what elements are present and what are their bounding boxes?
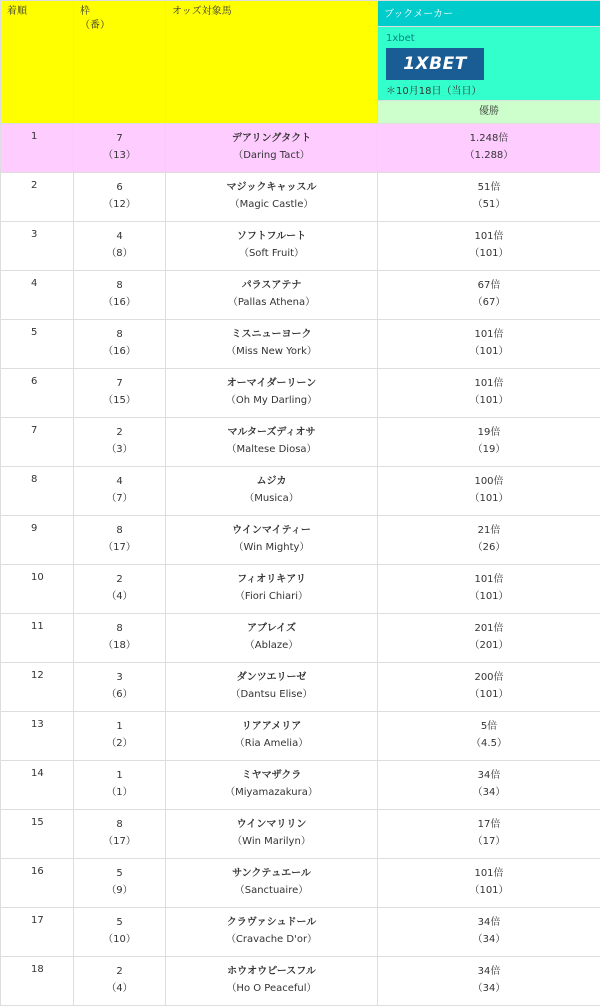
table-row bbox=[1, 124, 600, 173]
waku-header bbox=[74, 1, 166, 124]
horse-name-en: （Soft Fruit） bbox=[166, 245, 377, 262]
odds-cell bbox=[378, 369, 600, 418]
odds-sub-value: （101） bbox=[378, 343, 600, 360]
table-row bbox=[1, 810, 600, 859]
waku-cell bbox=[74, 516, 166, 565]
waku-cell bbox=[74, 418, 166, 467]
bookmaker-name: 1xbet bbox=[386, 33, 592, 45]
header-row bbox=[1, 1, 600, 27]
horse-cell bbox=[166, 124, 378, 173]
rank-value: 4 bbox=[31, 278, 37, 289]
ban-value: （4） bbox=[74, 980, 165, 997]
rank-value: 12 bbox=[31, 670, 44, 681]
odds-cell bbox=[378, 761, 600, 810]
horse-cell bbox=[166, 516, 378, 565]
horse-name-jp: アブレイズ bbox=[166, 620, 377, 637]
waku-value: 7 bbox=[74, 130, 165, 147]
horse-name-en: （Win Mighty） bbox=[166, 539, 377, 556]
rank-value: 10 bbox=[31, 572, 44, 583]
odds-value: 34倍 bbox=[378, 914, 600, 931]
odds-cell bbox=[378, 418, 600, 467]
rank-value: 11 bbox=[31, 621, 44, 632]
table-row bbox=[1, 614, 600, 663]
horse-cell bbox=[166, 565, 378, 614]
rank-value: 1 bbox=[31, 131, 37, 142]
odds-sub-value: （201） bbox=[378, 637, 600, 654]
waku-cell bbox=[74, 761, 166, 810]
table-row bbox=[1, 320, 600, 369]
waku-cell bbox=[74, 124, 166, 173]
odds-value: 5倍 bbox=[378, 718, 600, 735]
odds-value: 34倍 bbox=[378, 963, 600, 980]
waku-cell bbox=[74, 271, 166, 320]
odds-value: 101倍 bbox=[378, 375, 600, 392]
horse-name-en: （Magic Castle） bbox=[166, 196, 377, 213]
waku-value: 8 bbox=[74, 816, 165, 833]
logo-text: 1XBET bbox=[403, 54, 467, 74]
table-row bbox=[1, 712, 600, 761]
horse-name-jp: パラスアテナ bbox=[166, 277, 377, 294]
odds-cell bbox=[378, 908, 600, 957]
odds-cell bbox=[378, 516, 600, 565]
rank-value: 8 bbox=[31, 474, 37, 485]
rank-cell bbox=[1, 712, 74, 761]
odds-cell bbox=[378, 467, 600, 516]
odds-sub-value: （1.288） bbox=[378, 147, 600, 164]
rank-cell bbox=[1, 761, 74, 810]
table-row bbox=[1, 663, 600, 712]
odds-cell bbox=[378, 320, 600, 369]
odds-cell bbox=[378, 663, 600, 712]
odds-sub-value: （19） bbox=[378, 441, 600, 458]
ban-value: （4） bbox=[74, 588, 165, 605]
ban-value: （13） bbox=[74, 147, 165, 164]
table-row bbox=[1, 271, 600, 320]
odds-cell bbox=[378, 712, 600, 761]
odds-date: ＊10月18日（当日） bbox=[386, 82, 592, 97]
waku-value: 8 bbox=[74, 326, 165, 343]
waku-value: 2 bbox=[74, 571, 165, 588]
waku-value: 6 bbox=[74, 179, 165, 196]
ban-value: （17） bbox=[74, 539, 165, 556]
horse-name-en: （Miyamazakura） bbox=[166, 784, 377, 801]
odds-value: 67倍 bbox=[378, 277, 600, 294]
odds-cell bbox=[378, 859, 600, 908]
horse-name-en: （Pallas Athena） bbox=[166, 294, 377, 311]
horse-cell bbox=[166, 173, 378, 222]
rank-cell bbox=[1, 173, 74, 222]
rank-value: 17 bbox=[31, 915, 44, 926]
table-row bbox=[1, 957, 600, 1006]
horse-name-jp: ウインマイティー bbox=[166, 522, 377, 539]
odds-value: 101倍 bbox=[378, 571, 600, 588]
waku-cell bbox=[74, 908, 166, 957]
odds-sub-value: （101） bbox=[378, 245, 600, 262]
odds-sub-value: （34） bbox=[378, 980, 600, 997]
horse-header bbox=[166, 1, 378, 124]
rank-header-label: 着順 bbox=[7, 6, 27, 17]
rank-cell bbox=[1, 614, 74, 663]
rank-cell bbox=[1, 908, 74, 957]
odds-value: 34倍 bbox=[378, 767, 600, 784]
waku-value: 8 bbox=[74, 522, 165, 539]
rank-cell bbox=[1, 467, 74, 516]
odds-sub-value: （17） bbox=[378, 833, 600, 850]
horse-name-jp: デアリングタクト bbox=[166, 130, 377, 147]
horse-name-en: （Maltese Diosa） bbox=[166, 441, 377, 458]
waku-cell bbox=[74, 222, 166, 271]
waku-value: 4 bbox=[74, 228, 165, 245]
odds-value: 17倍 bbox=[378, 816, 600, 833]
ban-value: （2） bbox=[74, 735, 165, 752]
ban-header-label: （番） bbox=[80, 19, 159, 33]
waku-cell bbox=[74, 859, 166, 908]
bookmaker-cell bbox=[378, 27, 600, 101]
horse-name-en: （Cravache D'or） bbox=[166, 931, 377, 948]
waku-cell bbox=[74, 565, 166, 614]
win-header bbox=[378, 101, 600, 124]
odds-cell bbox=[378, 810, 600, 859]
horse-name-en: （Dantsu Elise） bbox=[166, 686, 377, 703]
horse-name-jp: ソフトフルート bbox=[166, 228, 377, 245]
win-header-label: 優勝 bbox=[479, 106, 499, 117]
ban-value: （12） bbox=[74, 196, 165, 213]
rank-cell bbox=[1, 418, 74, 467]
odds-value: 1.248倍 bbox=[378, 130, 600, 147]
rank-value: 16 bbox=[31, 866, 44, 877]
ban-value: （18） bbox=[74, 637, 165, 654]
waku-value: 2 bbox=[74, 424, 165, 441]
horse-name-en: （Sanctuaire） bbox=[166, 882, 377, 899]
odds-value: 101倍 bbox=[378, 865, 600, 882]
bookmaker-header-label: ブックメーカー bbox=[384, 9, 453, 20]
waku-value: 5 bbox=[74, 914, 165, 931]
rank-cell bbox=[1, 957, 74, 1006]
horse-name-jp: マジックキャッスル bbox=[166, 179, 377, 196]
horse-name-en: （Miss New York） bbox=[166, 343, 377, 360]
waku-value: 8 bbox=[74, 620, 165, 637]
ban-value: （9） bbox=[74, 882, 165, 899]
bookmaker-header bbox=[378, 1, 600, 27]
odds-sub-value: （101） bbox=[378, 882, 600, 899]
odds-cell bbox=[378, 614, 600, 663]
horse-name-en: （Win Marilyn） bbox=[166, 833, 377, 850]
ban-value: （16） bbox=[74, 343, 165, 360]
odds-value: 101倍 bbox=[378, 326, 600, 343]
horse-cell bbox=[166, 957, 378, 1006]
odds-value: 200倍 bbox=[378, 669, 600, 686]
table-row bbox=[1, 418, 600, 467]
odds-value: 21倍 bbox=[378, 522, 600, 539]
odds-cell bbox=[378, 271, 600, 320]
rank-header bbox=[1, 1, 74, 124]
horse-name-jp: フィオリキアリ bbox=[166, 571, 377, 588]
table-row bbox=[1, 859, 600, 908]
table-row bbox=[1, 761, 600, 810]
waku-cell bbox=[74, 712, 166, 761]
horse-name-en: （Ablaze） bbox=[166, 637, 377, 654]
waku-cell bbox=[74, 369, 166, 418]
odds-cell bbox=[378, 957, 600, 1006]
rank-cell bbox=[1, 859, 74, 908]
1xbet-logo bbox=[386, 48, 484, 80]
horse-name-en: （Ho O Peaceful） bbox=[166, 980, 377, 997]
ban-value: （16） bbox=[74, 294, 165, 311]
waku-value: 8 bbox=[74, 277, 165, 294]
odds-value: 51倍 bbox=[378, 179, 600, 196]
rank-cell bbox=[1, 810, 74, 859]
horse-cell bbox=[166, 663, 378, 712]
horse-cell bbox=[166, 614, 378, 663]
table-row bbox=[1, 565, 600, 614]
odds-sub-value: （34） bbox=[378, 931, 600, 948]
ban-value: （10） bbox=[74, 931, 165, 948]
rank-value: 18 bbox=[31, 964, 44, 975]
rank-cell bbox=[1, 222, 74, 271]
table-row bbox=[1, 467, 600, 516]
horse-cell bbox=[166, 908, 378, 957]
odds-sub-value: （26） bbox=[378, 539, 600, 556]
waku-cell bbox=[74, 173, 166, 222]
horse-cell bbox=[166, 810, 378, 859]
waku-cell bbox=[74, 957, 166, 1006]
odds-value: 101倍 bbox=[378, 228, 600, 245]
table-row bbox=[1, 173, 600, 222]
odds-value: 201倍 bbox=[378, 620, 600, 637]
horse-cell bbox=[166, 418, 378, 467]
horse-name-en: （Ria Amelia） bbox=[166, 735, 377, 752]
odds-value: 19倍 bbox=[378, 424, 600, 441]
rank-cell bbox=[1, 320, 74, 369]
rank-cell bbox=[1, 271, 74, 320]
rank-value: 15 bbox=[31, 817, 44, 828]
rank-cell bbox=[1, 369, 74, 418]
table-row bbox=[1, 222, 600, 271]
horse-cell bbox=[166, 369, 378, 418]
rank-cell bbox=[1, 565, 74, 614]
ban-value: （15） bbox=[74, 392, 165, 409]
ban-value: （3） bbox=[74, 441, 165, 458]
rank-value: 5 bbox=[31, 327, 37, 338]
odds-sub-value: （101） bbox=[378, 392, 600, 409]
waku-value: 2 bbox=[74, 963, 165, 980]
waku-value: 3 bbox=[74, 669, 165, 686]
horse-cell bbox=[166, 761, 378, 810]
rank-value: 9 bbox=[31, 523, 37, 534]
odds-sub-value: （101） bbox=[378, 588, 600, 605]
rank-value: 7 bbox=[31, 425, 37, 436]
odds-sub-value: （101） bbox=[378, 490, 600, 507]
odds-sub-value: （101） bbox=[378, 686, 600, 703]
ban-value: （17） bbox=[74, 833, 165, 850]
waku-value: 1 bbox=[74, 718, 165, 735]
horse-cell bbox=[166, 859, 378, 908]
horse-cell bbox=[166, 467, 378, 516]
horse-name-jp: ダンツエリーゼ bbox=[166, 669, 377, 686]
horse-header-label: オッズ対象馬 bbox=[172, 6, 232, 17]
waku-cell bbox=[74, 663, 166, 712]
horse-name-jp: ミヤマザクラ bbox=[166, 767, 377, 784]
waku-header-label: 枠 bbox=[80, 5, 159, 19]
waku-value: 1 bbox=[74, 767, 165, 784]
waku-value: 7 bbox=[74, 375, 165, 392]
rank-value: 6 bbox=[31, 376, 37, 387]
horse-name-jp: ウインマリリン bbox=[166, 816, 377, 833]
horse-name-en: （Fiori Chiari） bbox=[166, 588, 377, 605]
horse-name-en: （Oh My Darling） bbox=[166, 392, 377, 409]
rank-value: 3 bbox=[31, 229, 37, 240]
odds-cell bbox=[378, 124, 600, 173]
odds-sub-value: （67） bbox=[378, 294, 600, 311]
ban-value: （8） bbox=[74, 245, 165, 262]
rank-value: 13 bbox=[31, 719, 44, 730]
horse-name-jp: マルターズディオサ bbox=[166, 424, 377, 441]
horse-name-jp: ホウオウピースフル bbox=[166, 963, 377, 980]
ban-value: （1） bbox=[74, 784, 165, 801]
odds-sub-value: （4.5） bbox=[378, 735, 600, 752]
odds-sub-value: （34） bbox=[378, 784, 600, 801]
odds-sub-value: （51） bbox=[378, 196, 600, 213]
horse-cell bbox=[166, 271, 378, 320]
horse-name-jp: ムジカ bbox=[166, 473, 377, 490]
waku-cell bbox=[74, 614, 166, 663]
ban-value: （7） bbox=[74, 490, 165, 507]
table-row bbox=[1, 369, 600, 418]
horse-cell bbox=[166, 222, 378, 271]
horse-name-jp: サンクテュエール bbox=[166, 865, 377, 882]
horse-name-jp: リアアメリア bbox=[166, 718, 377, 735]
waku-cell bbox=[74, 810, 166, 859]
odds-cell bbox=[378, 565, 600, 614]
horse-cell bbox=[166, 712, 378, 761]
waku-value: 5 bbox=[74, 865, 165, 882]
rank-cell bbox=[1, 516, 74, 565]
horse-cell bbox=[166, 320, 378, 369]
rank-value: 14 bbox=[31, 768, 44, 779]
table-row bbox=[1, 908, 600, 957]
waku-value: 4 bbox=[74, 473, 165, 490]
horse-name-jp: オーマイダーリーン bbox=[166, 375, 377, 392]
rank-value: 2 bbox=[31, 180, 37, 191]
waku-cell bbox=[74, 320, 166, 369]
ban-value: （6） bbox=[74, 686, 165, 703]
horse-name-jp: ミスニューヨーク bbox=[166, 326, 377, 343]
rank-cell bbox=[1, 124, 74, 173]
horse-name-en: （Daring Tact） bbox=[166, 147, 377, 164]
horse-name-jp: クラヴァシュドール bbox=[166, 914, 377, 931]
odds-cell bbox=[378, 173, 600, 222]
odds-cell bbox=[378, 222, 600, 271]
rank-cell bbox=[1, 663, 74, 712]
horse-name-en: （Musica） bbox=[166, 490, 377, 507]
table-row bbox=[1, 516, 600, 565]
odds-value: 100倍 bbox=[378, 473, 600, 490]
waku-cell bbox=[74, 467, 166, 516]
